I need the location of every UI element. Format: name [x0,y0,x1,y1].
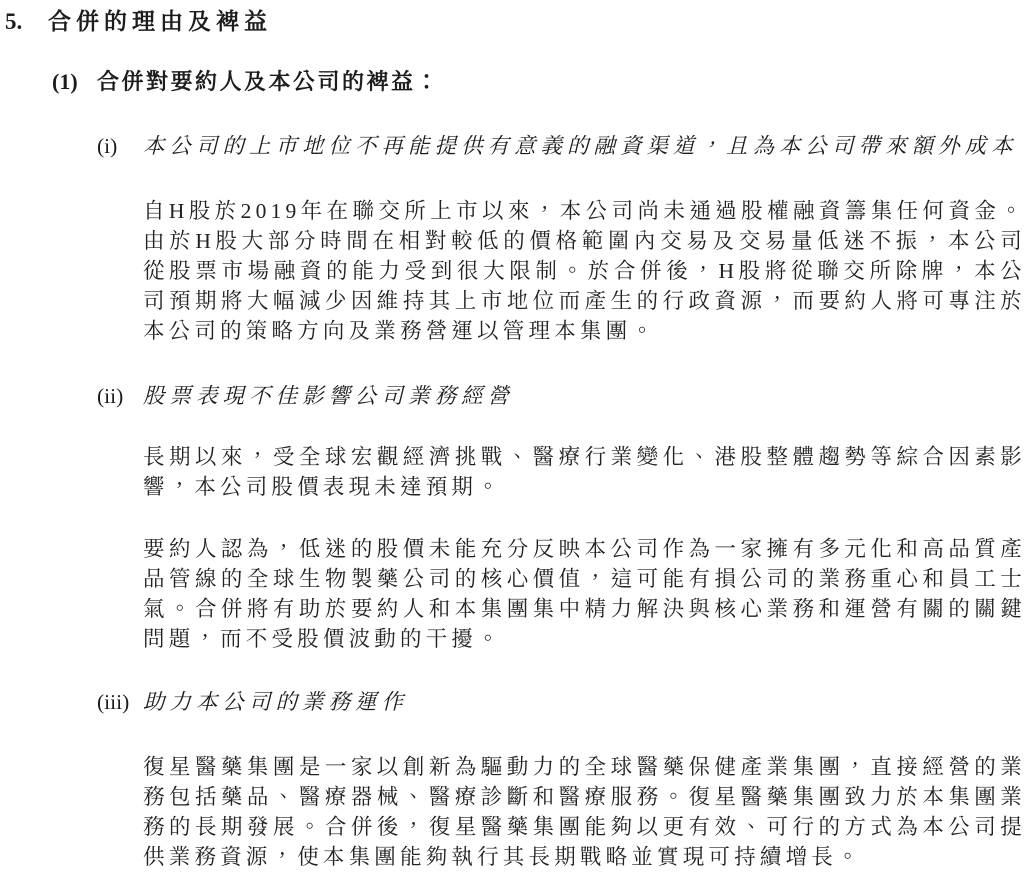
sub-heading-title: 合併對要約人及本公司的裨益： [97,69,441,94]
section-i-paragraph: 自H股於2019年在聯交所上市以來，本公司尚未通過股權融資籌集任何資金。由於H股大部分時間在相對較低的價格範圍內交易及交易量低迷不振，本公司從股票市場融資的能力受到很大限制。於合併後，H股將從聯交所除牌，本公司預期將大幅減少因維持其上市地位而產生的行政資源，而要約人將可專注於本公司的策略方向及業務營運以管理本集團。 [143,199,1026,343]
main-heading [5,8,1027,36]
section-iii-title: 助力本公司的業務運作 [143,690,409,714]
section-i-heading [97,132,1027,160]
main-heading-title: 合併的理由及裨益 [48,9,272,34]
main-heading-number: 5. [5,9,23,34]
section-iii-marker: (iii) [97,690,130,714]
section-ii-heading [97,382,1027,410]
sub-heading [52,68,1027,96]
section-ii-paragraph-1: 長期以來，受全球宏觀經濟挑戰、醫療行業變化、港股整體趨勢等綜合因素影響，本公司股價表現未達預期。 [143,445,1026,499]
section-ii-marker: (ii) [97,384,124,408]
section-iii-heading [97,688,1027,716]
section-ii-paragraph-2: 要約人認為，低迷的股價未能充分反映本公司作為一家擁有多元化和高品質產品管線的全球生物製藥公司的核心價值，這可能有損公司的業務重心和員工士氣。合併將有助於要約人和本集團集中精力解決與核心業務和運營有關的關鍵問題，而不受股價波動的干擾。 [143,537,1026,651]
sub-heading-number: (1) [52,69,78,94]
section-ii-title: 股票表現不佳影響公司業務經營 [143,384,515,408]
section-i-title: 本公司的上市地位不再能提供有意義的融資渠道，且為本公司帶來額外成本 [143,134,1018,158]
section-i-marker: (i) [97,134,118,158]
section-iii-paragraph: 復星醫藥集團是一家以創新為驅動力的全球醫藥保健產業集團，直接經營的業務包括藥品、醫療器械、醫療診斷和醫療服務。復星醫藥集團致力於本集團業務的長期發展。合併後，復星醫藥集團能夠以更有效、可行的方式為本公司提供業務資源，使本集團能夠執行其長期戰略並實現可持續增長。 [143,755,1026,869]
